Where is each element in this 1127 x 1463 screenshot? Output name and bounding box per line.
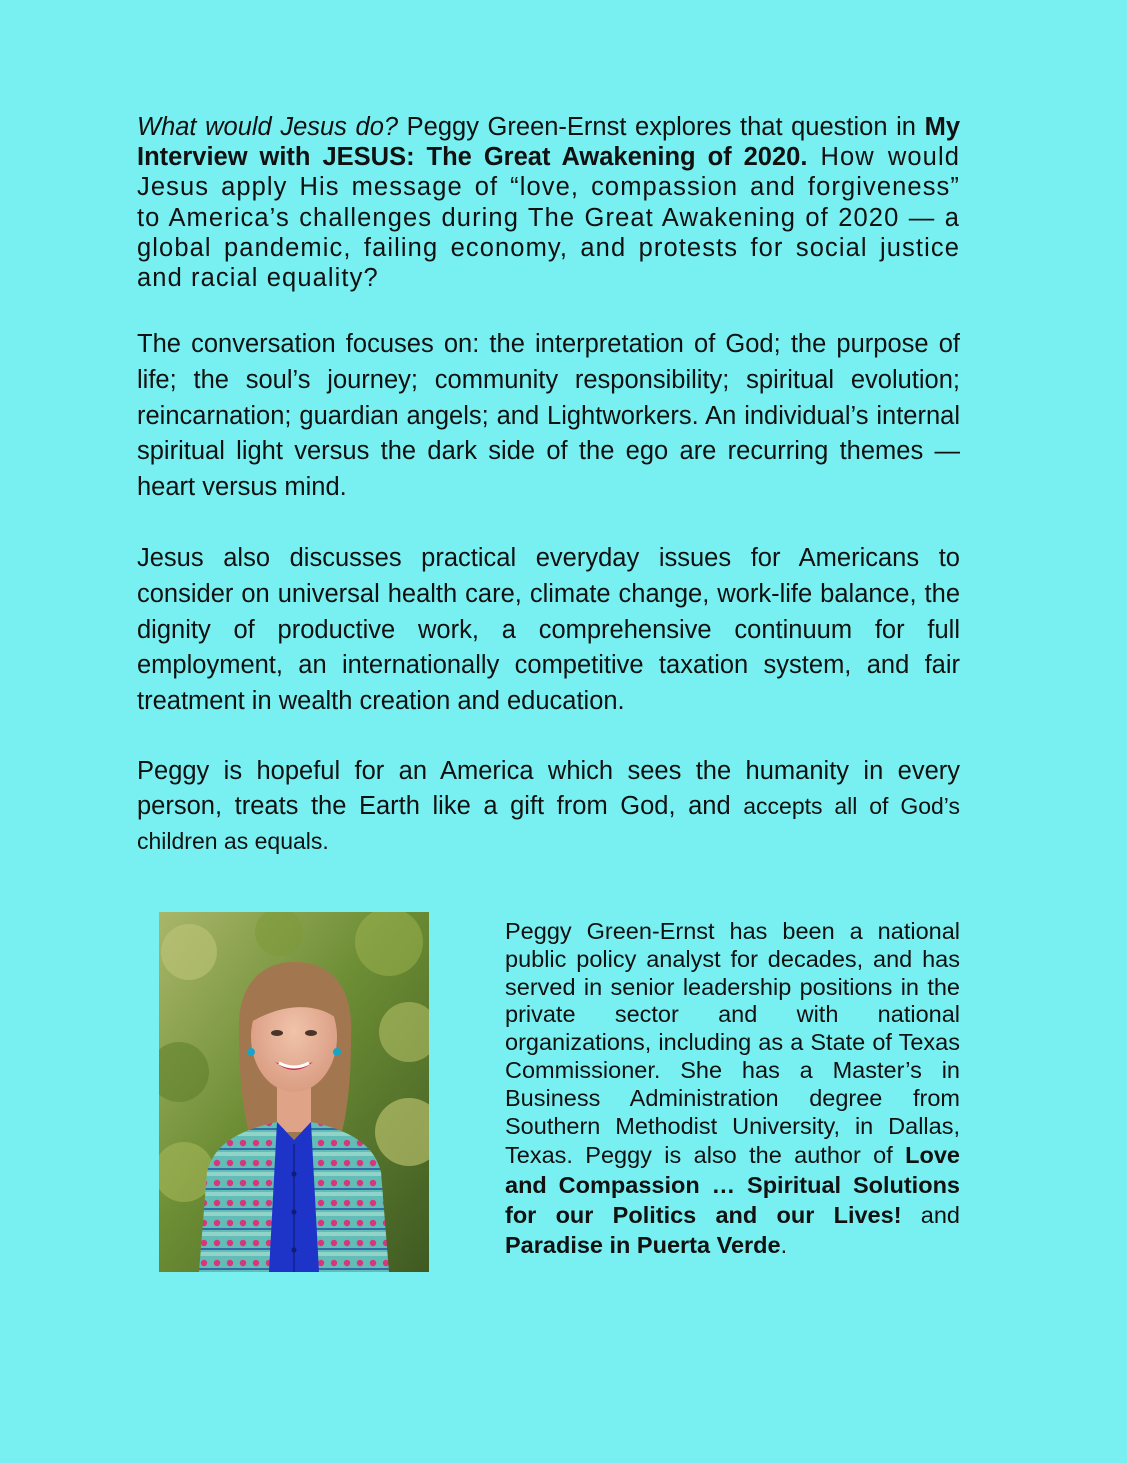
bio-text-b: and	[901, 1202, 960, 1229]
book-title-paradise-in-puerta-verde: Paradise in Puerta Verde	[505, 1232, 781, 1259]
bio-text-c: .	[780, 1232, 788, 1259]
author-photo	[159, 912, 429, 1272]
intro-text-b: How would Jesus apply His message of “love, compassion and forgiveness” to America’s challenges during The Great Awakening of 2020 — a global pandemic, failing economy, and protests for social justice and racial equality?	[137, 143, 960, 293]
intro-question: What would Jesus do?	[137, 113, 399, 141]
hope-paragraph	[137, 754, 960, 860]
bio-text-a: Peggy Green-Ernst has been a national public policy analyst for decades, and has served in senior leadership positions in the private sector and with national organizations, including as a State of Texas Commissioner. She has a Master’s in Business Administration degree from Southern Methodist University, in Dallas, Texas. Peggy is also the author of	[505, 918, 960, 1169]
hope-text-b: accepts all of God’s children as equals.	[137, 793, 960, 855]
author-photo-image	[159, 912, 429, 1272]
intro-paragraph	[137, 112, 960, 293]
book-title: My Interview with JESUS: The Great Awakening of 2020.	[137, 113, 961, 172]
intro-text-a: Peggy Green-Ernst explores that question in	[398, 113, 925, 141]
hope-text-a: Peggy is hopeful for an America which sees the humanity in every person, treats the Earth like a gift from God, and	[137, 757, 960, 821]
book-title-love-and-compassion: Love and Compassion … Spiritual Solutions for our Politics and our Lives!	[505, 1142, 960, 1229]
issues-paragraph: Jesus also discusses practical everyday issues for Americans to consider on universal health care, climate change, work-life balance, the dignity of productive work, a comprehensive continuum for full employment, an internationally competitive taxation system, and fair treatment in wealth creation and education.	[137, 544, 960, 716]
author-bio	[505, 918, 960, 1260]
topics-paragraph: The conversation focuses on: the interpretation of God; the purpose of life; the soul’s journey; community responsibility; spiritual evolution; reincarnation; guardian angels; and Lightworkers. An individual’s internal spiritual light versus the dark side of the ego are recurring themes — heart versus mind.	[137, 330, 960, 502]
